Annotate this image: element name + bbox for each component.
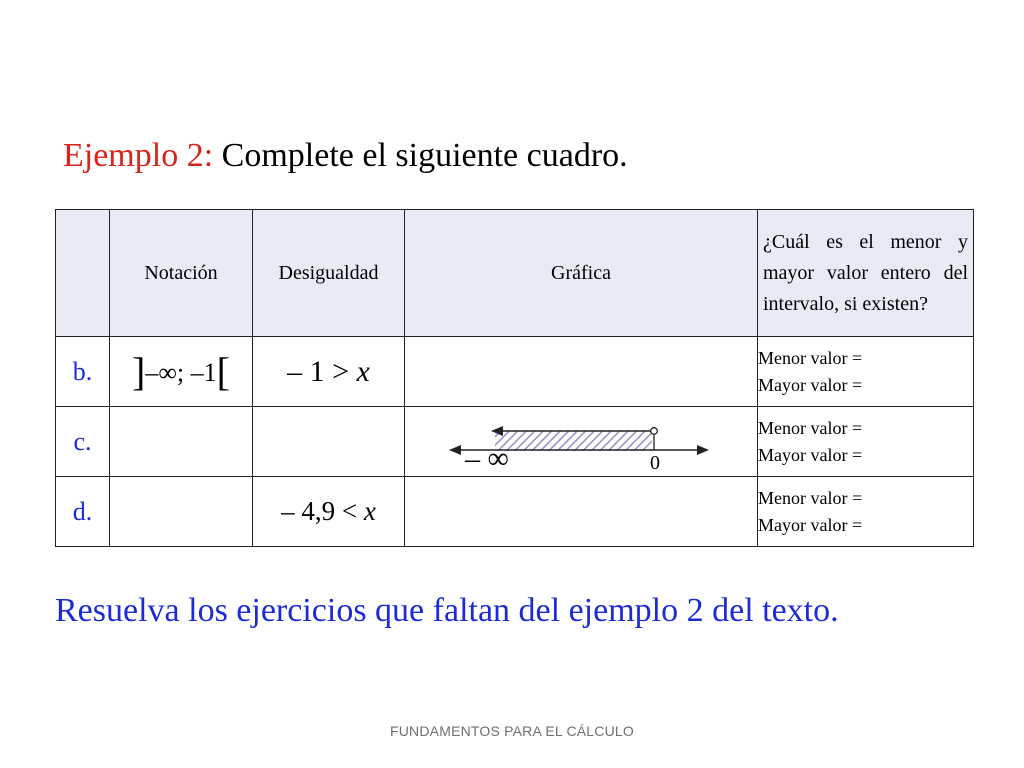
header-question: ¿Cuál es el menor y mayor valor entero del intervalo, si existen? [758, 210, 974, 337]
row-label: c. [56, 407, 110, 477]
min-value-label: Menor valor = [758, 487, 863, 508]
footer-text: FUNDAMENTOS PARA EL CÁLCULO [390, 723, 634, 739]
table-header-row [56, 210, 974, 337]
title-example-label: Ejemplo 2: [63, 137, 214, 174]
max-value-label: Mayor valor = [758, 444, 863, 465]
inequality-cell [253, 477, 405, 547]
inequality-variable: x [356, 354, 370, 388]
notation-cell [110, 407, 253, 477]
exercise-table [55, 209, 974, 547]
shaded-region [495, 431, 652, 451]
interval-body: –∞; –1 [145, 358, 217, 387]
values-cell [758, 407, 974, 477]
graph-cell [405, 407, 758, 477]
values-cell [758, 477, 974, 547]
notation-cell [110, 477, 253, 547]
right-bracket: [ [216, 349, 230, 394]
open-endpoint-circle [651, 428, 658, 435]
slide-title [63, 134, 628, 178]
left-bracket: ] [132, 349, 146, 394]
instruction-text: Resuelva los ejercicios que faltan del ejemplo 2 del texto. [55, 592, 839, 629]
notation-cell [110, 337, 253, 407]
header-corner-cell [56, 210, 110, 337]
number-line-left-arrow [449, 445, 461, 455]
infinity-label: – ∞ [465, 442, 509, 475]
title-text: Complete el siguiente cuadro. [213, 137, 628, 174]
inequality-cell [253, 337, 405, 407]
inequality-lhs: – 4,9 < [281, 496, 364, 526]
row-label: d. [56, 477, 110, 547]
header-notation: Notación [110, 210, 253, 337]
inequality-cell [253, 407, 405, 477]
values-cell [758, 337, 974, 407]
table-row [56, 407, 974, 477]
min-value-label: Menor valor = [758, 347, 863, 368]
inequality-variable: x [363, 496, 376, 526]
header-graph: Gráfica [405, 210, 758, 337]
row-label: b. [56, 337, 110, 407]
graph-cell [405, 337, 758, 407]
header-inequality: Desigualdad [253, 210, 405, 337]
max-value-label: Mayor valor = [758, 374, 863, 395]
number-line-right-arrow [697, 445, 709, 455]
table-row [56, 477, 974, 547]
max-value-label: Mayor valor = [758, 514, 863, 535]
zero-label: 0 [650, 452, 660, 474]
graph-cell [405, 477, 758, 547]
inequality-lhs: – 1 > [287, 354, 357, 388]
table-row [56, 337, 974, 407]
number-line-graph [405, 407, 757, 476]
min-value-label: Menor valor = [758, 417, 863, 438]
